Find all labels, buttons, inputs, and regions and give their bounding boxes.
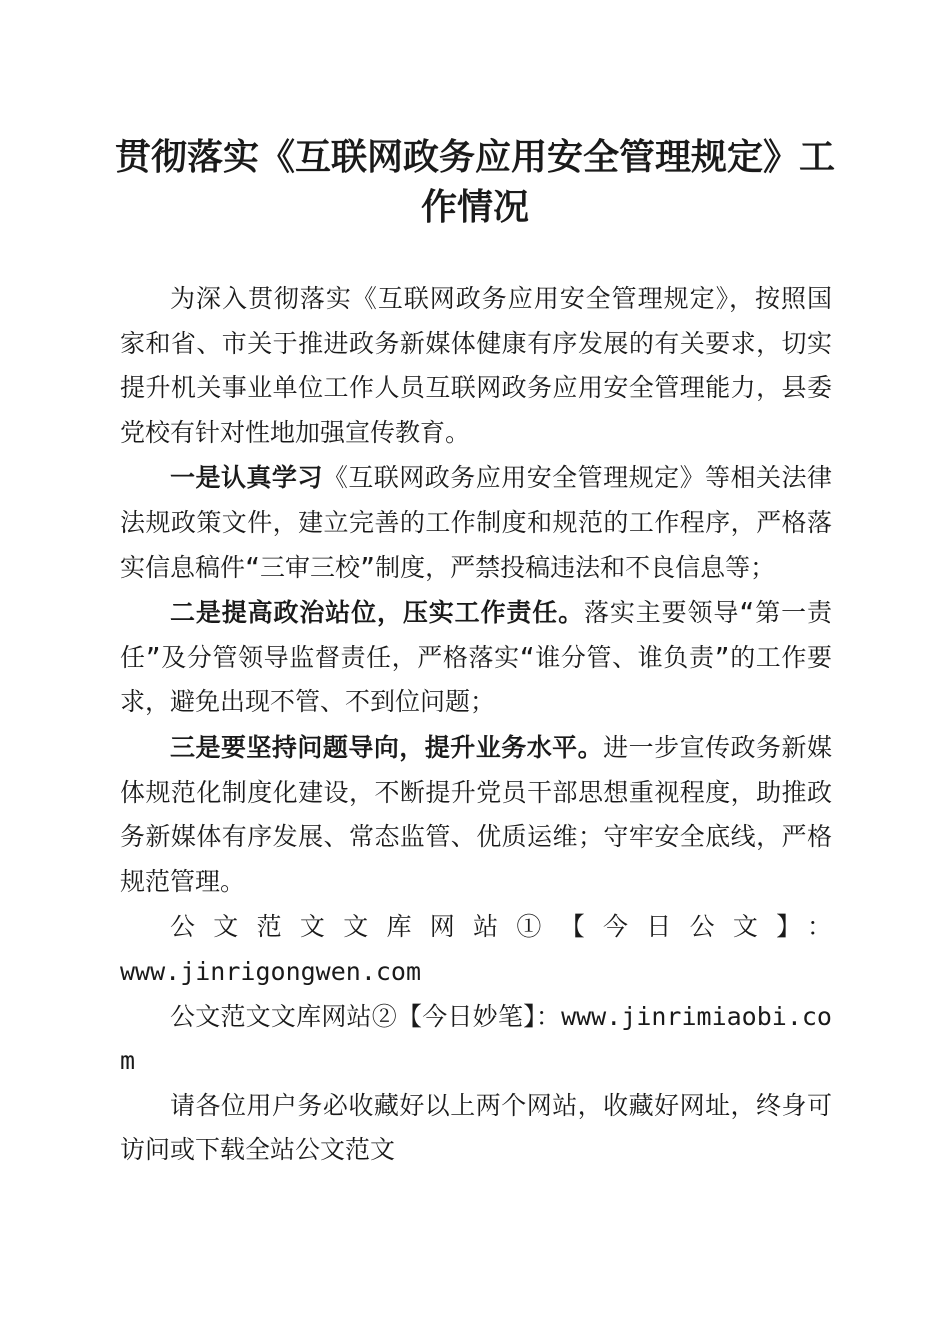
point-two-lead: 二是提高政治站位，压实工作责任。 <box>170 598 585 628</box>
document-title <box>110 132 840 232</box>
site-one-label: 公文范文文库网站①【今日公文】： <box>170 912 832 942</box>
paragraph-reminder: 请各位用户务必收藏好以上两个网站，收藏好网址，终身可访问或下载全站公文范文 <box>120 1090 832 1165</box>
document-body <box>120 277 832 1173</box>
point-one-text: 《互联网政务应用安全管理规定》等相关法律法规政策文件，建立完善的工作制度和规范的工作程序，严格落实信息稿件“三审三校”制度，严禁投稿违法和不良信息等； <box>120 463 832 582</box>
title-line-2: 作情况 <box>420 186 529 228</box>
point-three-text: 进一步宣传政务新媒体规范化制度化建设，不断提升党员干部思想重视程度，助推政务新媒体有序发展、常态监管、优质运维；守牢安全底线，严格规范管理。 <box>120 732 832 896</box>
title-line-1: 贯彻落实《互联网政务应用安全管理规定》工 <box>114 136 835 178</box>
paragraph-intro: 为深入贯彻落实《互联网政务应用安全管理规定》，按照国家和省、市关于推进政务新媒体健康有序发展的有关要求，切实提升机关事业单位工作人员互联网政务应用安全管理能力，县委党校有针对性地加强宣传教育。 <box>120 284 832 447</box>
paragraph-point-one <box>120 456 832 590</box>
point-three-lead: 三是要坚持问题导向，提升业务水平。 <box>170 732 604 762</box>
point-two-text: 落实主要领导“第一责任”及分管领导监督责任，严格落实“谁分管、谁负责”的工作要求，避免出现不管、不到位问题； <box>120 598 832 717</box>
paragraph-site-one <box>120 905 832 950</box>
paragraph-point-three <box>120 726 832 904</box>
paragraph-point-two <box>120 591 832 725</box>
site-one-url[interactable]: www.jinrigongwen.com <box>120 956 422 986</box>
paragraph-site-two: 公文范文文库网站②【今日妙笔】：www.jinrimiaobi.com <box>120 1001 832 1076</box>
point-one-lead: 一是认真学习 <box>170 463 323 493</box>
